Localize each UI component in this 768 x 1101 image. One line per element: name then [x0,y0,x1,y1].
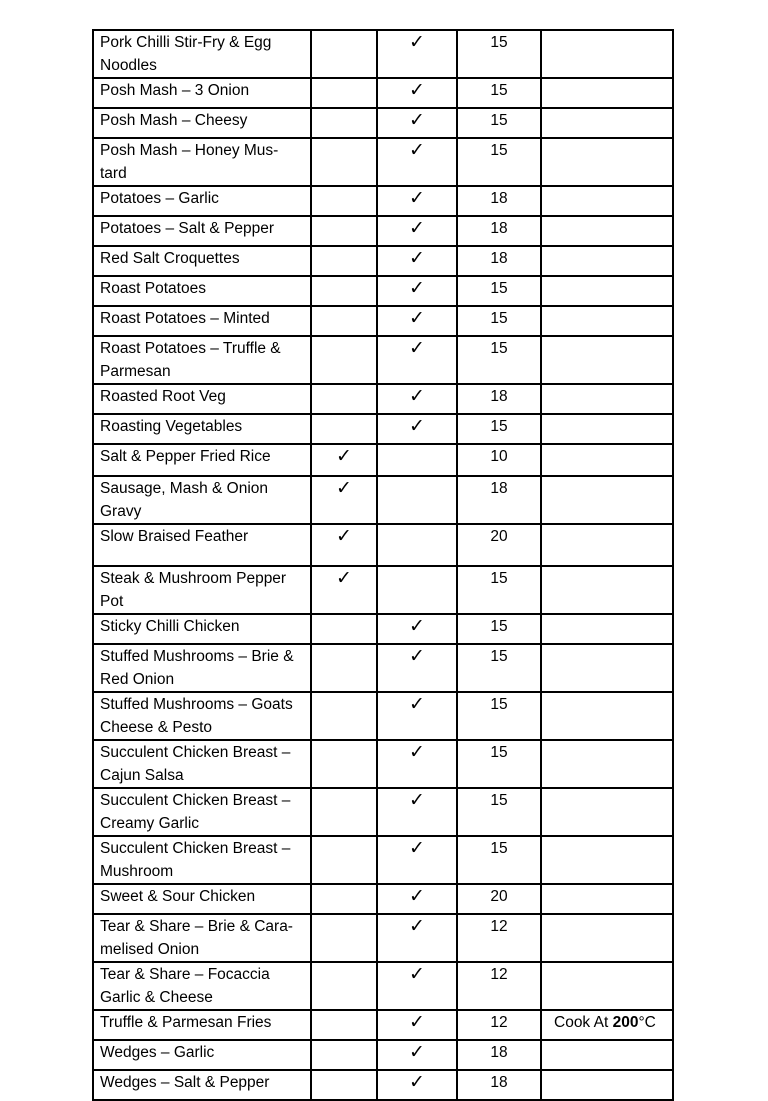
dish-name-cell: Tear & Share – Focaccia Garlic & Cheese [93,962,311,1010]
checkmark-icon: ✓ [336,477,352,499]
table-row [93,246,673,276]
cook-time-cell: 15 [457,108,541,138]
tick-cell-col1 [311,138,377,186]
tick-cell-col2 [377,30,457,78]
checkmark-icon: ✓ [409,1071,425,1093]
note-cell [541,884,673,914]
checkmark-icon: ✓ [409,337,425,359]
table-row [93,836,673,884]
table-row [93,644,673,692]
table-row [93,384,673,414]
table-row [93,138,673,186]
tick-cell-col2 [377,914,457,962]
tick-cell-col1 [311,1010,377,1040]
table-row [93,566,673,614]
table-row [93,306,673,336]
dish-name-cell: Red Salt Croquettes [93,246,311,276]
note-prefix: Cook At [554,1014,613,1031]
checkmark-icon: ✓ [336,525,352,547]
table-row [93,1070,673,1100]
tick-cell-col1 [311,524,377,566]
checkmark-icon: ✓ [409,963,425,985]
dish-name-cell: Roast Potatoes – Truffle & Parmesan [93,336,311,384]
dish-name-cell: Roast Potatoes [93,276,311,306]
tick-cell-col1 [311,336,377,384]
tick-cell-col2 [377,78,457,108]
tick-cell-col2 [377,962,457,1010]
table-body [93,30,673,1100]
checkmark-icon: ✓ [409,31,425,53]
checkmark-icon: ✓ [409,741,425,763]
tick-cell-col2 [377,414,457,444]
note-cell [541,914,673,962]
tick-cell-col1 [311,740,377,788]
tick-cell-col2 [377,216,457,246]
tick-cell-col1 [311,914,377,962]
cook-time-cell: 15 [457,138,541,186]
dish-name-cell: Potatoes – Salt & Pepper [93,216,311,246]
note-cell [541,444,673,476]
cook-time-cell: 15 [457,306,541,336]
checkmark-icon: ✓ [409,79,425,101]
note-cell [541,246,673,276]
cook-time-cell: 15 [457,414,541,444]
tick-cell-col2 [377,692,457,740]
dish-name-cell: Pork Chilli Stir-Fry & Egg Noodles [93,30,311,78]
dish-name-cell: Potatoes – Garlic [93,186,311,216]
note-cell [541,414,673,444]
tick-cell-col1 [311,78,377,108]
tick-cell-col2 [377,1010,457,1040]
table-row [93,476,673,524]
cook-time-cell: 18 [457,384,541,414]
cooking-times-table [92,29,674,1101]
table-row [93,108,673,138]
tick-cell-col1 [311,444,377,476]
table-row [93,614,673,644]
checkmark-icon: ✓ [409,615,425,637]
tick-cell-col2 [377,444,457,476]
cook-time-cell: 15 [457,276,541,306]
table-row [93,216,673,246]
cook-time-cell: 12 [457,962,541,1010]
tick-cell-col2 [377,336,457,384]
table-row [93,444,673,476]
dish-name-cell: Posh Mash – 3 Onion [93,78,311,108]
tick-cell-col1 [311,566,377,614]
tick-cell-col2 [377,138,457,186]
dish-name-cell: Truffle & Parmesan Fries [93,1010,311,1040]
checkmark-icon: ✓ [409,915,425,937]
cook-time-cell: 15 [457,788,541,836]
tick-cell-col2 [377,186,457,216]
checkmark-icon: ✓ [409,645,425,667]
checkmark-icon: ✓ [409,837,425,859]
cook-time-cell: 10 [457,444,541,476]
table-row [93,884,673,914]
table-row [93,962,673,1010]
tick-cell-col2 [377,788,457,836]
note-cell [541,788,673,836]
tick-cell-col1 [311,414,377,444]
tick-cell-col2 [377,740,457,788]
cook-time-cell: 15 [457,692,541,740]
dish-name-cell: Sweet & Sour Chicken [93,884,311,914]
tick-cell-col1 [311,1070,377,1100]
dish-name-cell: Roast Potatoes – Minted [93,306,311,336]
dish-name-cell: Wedges – Salt & Pepper [93,1070,311,1100]
cook-time-cell: 12 [457,914,541,962]
tick-cell-col1 [311,276,377,306]
cook-time-cell: 18 [457,1040,541,1070]
checkmark-icon: ✓ [409,789,425,811]
dish-name-cell: Wedges – Garlic [93,1040,311,1070]
checkmark-icon: ✓ [409,415,425,437]
note-cell [541,476,673,524]
tick-cell-col2 [377,836,457,884]
table-row [93,788,673,836]
table-row [93,1040,673,1070]
cook-time-cell: 15 [457,740,541,788]
checkmark-icon: ✓ [409,277,425,299]
cook-time-cell: 12 [457,1010,541,1040]
tick-cell-col2 [377,614,457,644]
cook-time-cell: 15 [457,836,541,884]
tick-cell-col1 [311,644,377,692]
note-cell [541,524,673,566]
dish-name-cell: Succulent Chicken Breast – Mushroom [93,836,311,884]
tick-cell-col1 [311,246,377,276]
tick-cell-col1 [311,108,377,138]
tick-cell-col1 [311,614,377,644]
dish-name-cell: Succulent Chicken Breast – Cajun Salsa [93,740,311,788]
tick-cell-col1 [311,384,377,414]
cook-time-cell: 15 [457,644,541,692]
dish-name-cell: Posh Mash – Honey Mus-tard [93,138,311,186]
cook-time-cell: 15 [457,566,541,614]
tick-cell-col2 [377,476,457,524]
checkmark-icon: ✓ [409,139,425,161]
note-cell [541,276,673,306]
cook-time-cell: 18 [457,1070,541,1100]
table-row [93,692,673,740]
checkmark-icon: ✓ [409,187,425,209]
checkmark-icon: ✓ [336,445,352,467]
checkmark-icon: ✓ [409,693,425,715]
checkmark-icon: ✓ [409,385,425,407]
note-cell [541,138,673,186]
note-cell [541,692,673,740]
tick-cell-col1 [311,306,377,336]
note-cell [541,1010,673,1040]
tick-cell-col2 [377,276,457,306]
dish-name-cell: Slow Braised Feather [93,524,311,566]
cook-time-cell: 18 [457,186,541,216]
note-cell [541,384,673,414]
checkmark-icon: ✓ [409,1041,425,1063]
cook-time-cell: 18 [457,476,541,524]
tick-cell-col1 [311,476,377,524]
note-cell [541,216,673,246]
table-row [93,78,673,108]
cook-time-cell: 18 [457,216,541,246]
cook-time-cell: 20 [457,524,541,566]
tick-cell-col1 [311,30,377,78]
dish-name-cell: Roasted Root Veg [93,384,311,414]
dish-name-cell: Stuffed Mushrooms – Brie & Red Onion [93,644,311,692]
note-cell [541,740,673,788]
note-cell [541,1040,673,1070]
note-cell [541,186,673,216]
note-cell [541,78,673,108]
table-row [93,186,673,216]
tick-cell-col1 [311,962,377,1010]
note-cell [541,836,673,884]
cook-time-cell: 18 [457,246,541,276]
tick-cell-col1 [311,1040,377,1070]
table-row [93,914,673,962]
table-row [93,414,673,444]
tick-cell-col1 [311,692,377,740]
dish-name-cell: Salt & Pepper Fried Rice [93,444,311,476]
note-cell [541,566,673,614]
table-row [93,740,673,788]
tick-cell-col2 [377,566,457,614]
note-cell [541,962,673,1010]
dish-name-cell: Sausage, Mash & Onion Gravy [93,476,311,524]
table-row [93,276,673,306]
dish-name-cell: Tear & Share – Brie & Cara-melised Onion [93,914,311,962]
note-cell [541,306,673,336]
checkmark-icon: ✓ [409,307,425,329]
tick-cell-col2 [377,884,457,914]
table-row [93,524,673,566]
tick-cell-col2 [377,384,457,414]
tick-cell-col1 [311,788,377,836]
dish-name-cell: Succulent Chicken Breast – Creamy Garlic [93,788,311,836]
tick-cell-col1 [311,884,377,914]
table-row [93,30,673,78]
cook-time-cell: 15 [457,30,541,78]
note-cell [541,108,673,138]
note-unit: °C [638,1014,656,1031]
cook-time-cell: 15 [457,336,541,384]
checkmark-icon: ✓ [336,567,352,589]
dish-name-cell: Posh Mash – Cheesy [93,108,311,138]
dish-name-cell: Stuffed Mushrooms – Goats Cheese & Pesto [93,692,311,740]
table-row [93,336,673,384]
dish-name-cell: Roasting Vegetables [93,414,311,444]
tick-cell-col2 [377,1070,457,1100]
tick-cell-col1 [311,836,377,884]
tick-cell-col2 [377,644,457,692]
cook-time-cell: 15 [457,614,541,644]
cook-time-cell: 20 [457,884,541,914]
checkmark-icon: ✓ [409,1011,425,1033]
note-cell [541,614,673,644]
tick-cell-col1 [311,216,377,246]
checkmark-icon: ✓ [409,885,425,907]
checkmark-icon: ✓ [409,247,425,269]
note-cell [541,30,673,78]
checkmark-icon: ✓ [409,109,425,131]
note-cell [541,1070,673,1100]
dish-name-cell: Steak & Mushroom Pepper Pot [93,566,311,614]
dish-name-cell: Sticky Chilli Chicken [93,614,311,644]
checkmark-icon: ✓ [409,217,425,239]
tick-cell-col2 [377,524,457,566]
tick-cell-col1 [311,186,377,216]
note-cell [541,644,673,692]
cook-time-cell: 15 [457,78,541,108]
tick-cell-col2 [377,108,457,138]
tick-cell-col2 [377,246,457,276]
table-row [93,1010,673,1040]
note-cell [541,336,673,384]
tick-cell-col2 [377,306,457,336]
note-temperature: 200 [612,1014,639,1031]
tick-cell-col2 [377,1040,457,1070]
